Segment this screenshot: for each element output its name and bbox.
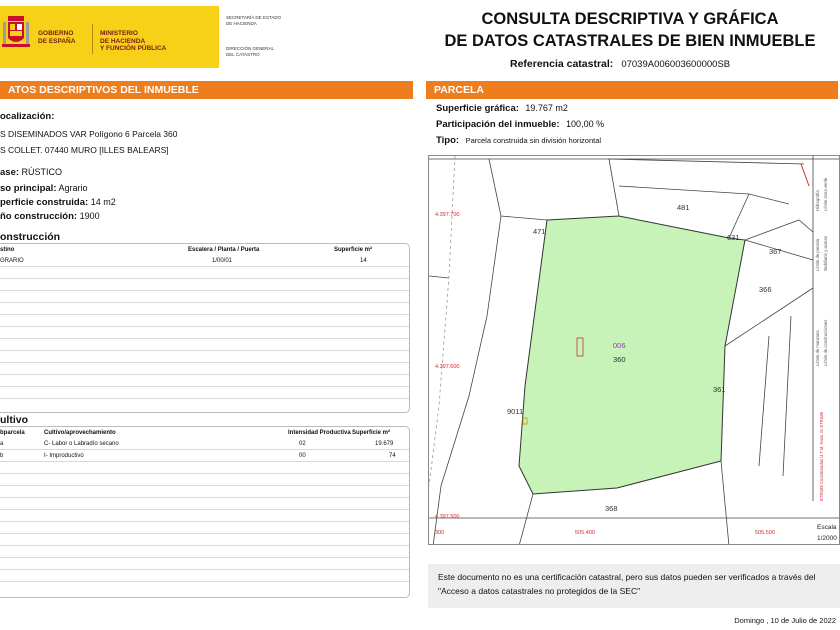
- parcel-label-631: 631: [727, 233, 740, 242]
- map-scale: [817, 524, 837, 542]
- table-row-line: [0, 485, 409, 486]
- ref-label: Referencia catastral:: [510, 58, 614, 70]
- cultivo-row-a-cultivo: C- Labor o Labradío secano: [44, 441, 119, 447]
- table-row-line: [0, 314, 409, 315]
- uso-field: so principal: Agrario: [0, 183, 88, 194]
- page-title: [430, 8, 830, 52]
- table-row-line: [0, 350, 409, 351]
- map-legend: [815, 177, 828, 501]
- cultivo-row-a-intensidad: 02: [299, 441, 306, 447]
- parcel-label-471: 471: [533, 227, 546, 236]
- col-escalera: Escalera / Planta / Puerta: [188, 247, 260, 253]
- construccion-table: [0, 243, 410, 413]
- col-superficie: Superficie m²: [352, 430, 391, 436]
- disclaimer-note: Este documento no es una certificación catastral, pero sus datos pueden ser verificados a través del "Acceso a datos catastrales no protegidos de la SEC": [428, 564, 840, 608]
- parcel-code-006: 006: [613, 341, 626, 350]
- legend-mobiliario: Mobiliario y aceras: [823, 236, 828, 271]
- ref-value: 07039A006003600000SB: [621, 59, 731, 70]
- superficie-grafica-field: Superficie gráfica: 19.767 m2: [436, 103, 568, 114]
- table-row-line: [0, 509, 409, 510]
- table-row-line: [0, 398, 409, 399]
- scale-value: 1/2000: [817, 535, 837, 542]
- cadastral-map[interactable]: [428, 155, 840, 545]
- table-row-line: [0, 569, 409, 570]
- road-dashed-line: [429, 156, 455, 486]
- logo-ministerio-text: MINISTERIO DE HACIENDA Y FUNCIÓN PÚBLICA: [100, 30, 167, 52]
- col-destino: stino: [0, 247, 15, 253]
- anio-construccion-field: ño construcción: 1900: [0, 211, 100, 222]
- table-row-line: [0, 362, 409, 363]
- table-row-line: [0, 302, 409, 303]
- direccion-text: DIRECCIÓN GENERAL DEL CATASTRO: [226, 46, 275, 57]
- map-drawing: [429, 156, 840, 545]
- government-logo: [0, 6, 219, 68]
- table-row-line: [0, 473, 409, 474]
- table-row-line: [0, 449, 409, 450]
- coord-y-700: 4.397.700: [435, 212, 460, 218]
- table-row-line: [0, 278, 409, 279]
- col-intensidad: Intensidad Productiva: [288, 430, 351, 436]
- coat-of-arms-icon: [2, 14, 30, 54]
- table-row-line: [0, 545, 409, 546]
- participacion-field: Participación del inmueble: 100,00 %: [436, 119, 605, 130]
- scale-label: Escala: [817, 524, 837, 531]
- table-row-line: [0, 497, 409, 498]
- table-row-line: [0, 266, 409, 267]
- construccion-cell-escalera: 1/00/01: [212, 258, 233, 264]
- referencia-catastral: [510, 58, 730, 70]
- localizacion-line-2: S COLLET. 07440 MURO [ILLES BALEARS]: [0, 145, 169, 155]
- legend-construcciones: Límite de construcciones: [823, 319, 828, 366]
- title-line-2: DE DATOS CATASTRALES DE BIEN INMUEBLE: [444, 32, 816, 50]
- superficie-construida-field: perficie construida: 14 m2: [0, 197, 116, 208]
- coord-x-500: 505.500: [755, 530, 775, 536]
- cultivo-row-b-sub: b: [0, 453, 4, 459]
- legend-hidrografia: Hidrografía: [815, 190, 820, 211]
- coord-x-400: 505.400: [575, 530, 595, 536]
- coord-x-partial: 300: [435, 530, 445, 536]
- table-row-line: [0, 338, 409, 339]
- table-row-line: [0, 326, 409, 327]
- cultivo-row-b-intensidad: 00: [299, 453, 306, 459]
- logo-divider: [92, 24, 93, 54]
- localizacion-label: ocalización:: [0, 111, 55, 122]
- table-row-line: [0, 290, 409, 291]
- col-cultivo: Cultivo/aprovechamiento: [44, 430, 116, 436]
- construccion-cell-superficie: 14: [360, 258, 367, 264]
- construccion-title: onstrucción: [0, 231, 61, 243]
- table-row-line: [0, 557, 409, 558]
- col-subparcela: bparcela: [0, 430, 25, 436]
- coord-y-600: 4.397.600: [435, 364, 460, 370]
- legend-parcela: Límite de parcela: [815, 238, 820, 271]
- table-row-line: [0, 581, 409, 582]
- table-row-line: [0, 386, 409, 387]
- title-line-1: CONSULTA DESCRIPTIVA Y GRÁFICA: [481, 10, 779, 28]
- section-bar-parcela: PARCELA: [426, 81, 838, 99]
- parcel-label-361: 361: [713, 385, 726, 394]
- hydrography-arrow: [801, 164, 809, 186]
- clase-field: ase: RÚSTICO: [0, 167, 63, 178]
- logo-gobierno-text: GOBIERNO DE ESPAÑA: [38, 30, 76, 45]
- tipo-field: Tipo: Parcela construida sin división horizontal: [436, 135, 602, 146]
- parcel-label-368: 368: [605, 504, 618, 513]
- table-row-line: [0, 533, 409, 534]
- parcel-360-area: [519, 216, 745, 494]
- parcel-label-9011: 9011: [507, 407, 524, 416]
- document-date: Domingo , 10 de Julio de 2022: [734, 616, 836, 625]
- parcel-label-367: 367: [769, 247, 782, 256]
- parcel-label-481: 481: [677, 203, 690, 212]
- cultivo-title: ultivo: [0, 414, 28, 426]
- localizacion-line-1: S DISEMINADOS VAR Polígono 6 Parcela 360: [0, 129, 178, 139]
- construccion-cell-destino: GRARIO: [0, 258, 24, 264]
- col-superficie: Superficie m²: [334, 247, 373, 253]
- parcel-label-360: 360: [613, 355, 626, 364]
- coord-y-500: 4.397.500: [435, 514, 460, 520]
- table-row-line: [0, 374, 409, 375]
- cultivo-row-a-sub: a: [0, 441, 4, 447]
- cultivo-row-b-superficie: 74: [389, 453, 396, 459]
- cultivo-table: [0, 426, 410, 598]
- legend-manzana: Límite de manzana: [815, 330, 820, 366]
- legend-zona-verde: Límite zona verde: [823, 177, 828, 211]
- cultivo-row-b-cultivo: I- Improductivo: [44, 453, 84, 459]
- secretaria-text: SECRETARÍA DE ESTADO DE HACIENDA: [226, 15, 282, 26]
- parcel-label-366: 366: [759, 285, 772, 294]
- table-row-line: [0, 461, 409, 462]
- section-bar-datos: ATOS DESCRIPTIVOS DEL INMUEBLE: [0, 81, 413, 99]
- legend-crs: ETRS89 Coordenadas U.T.M. Huso 31 ETRS89: [819, 411, 824, 501]
- cultivo-row-a-superficie: 19.679: [375, 441, 394, 447]
- table-row-line: [0, 521, 409, 522]
